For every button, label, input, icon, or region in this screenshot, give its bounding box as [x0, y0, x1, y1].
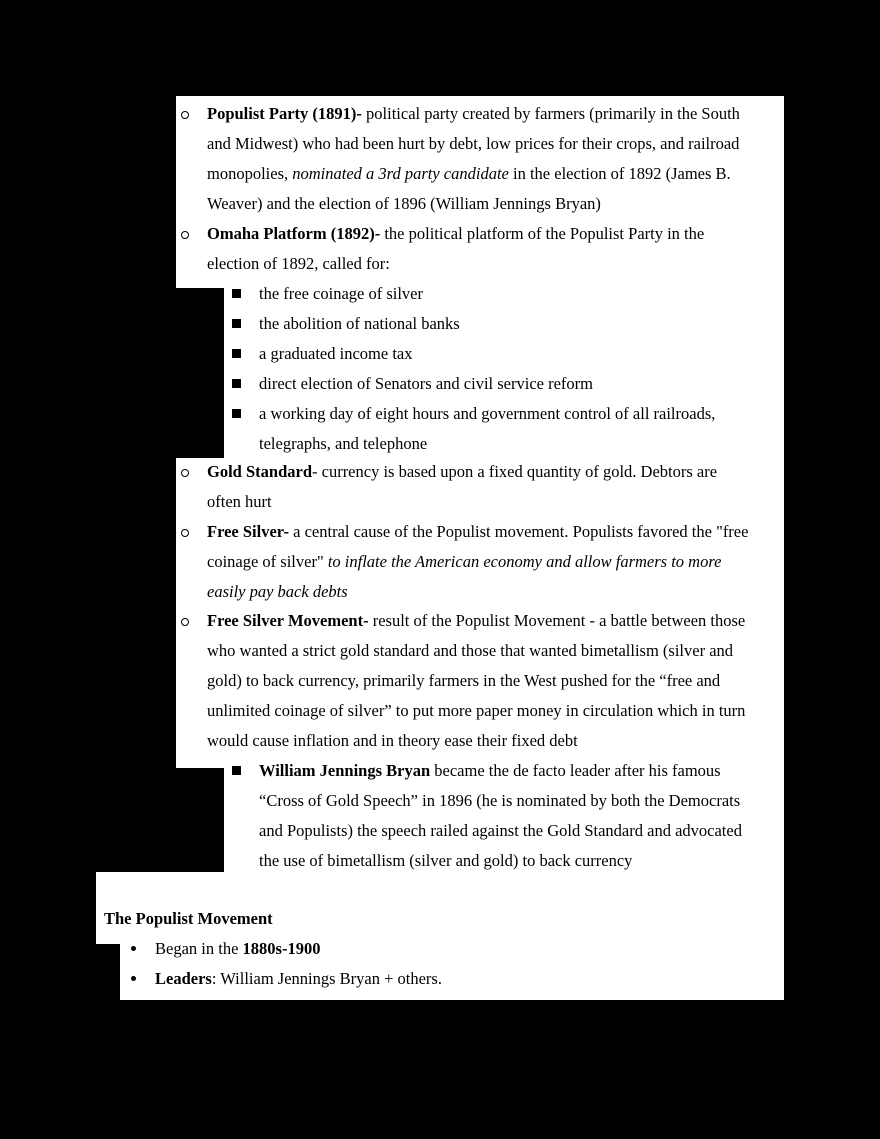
term-free-silver: Free Silver-	[207, 522, 290, 541]
square-bullet-icon	[232, 349, 241, 358]
square-bullet-icon	[232, 379, 241, 388]
term-omaha-platform: Omaha Platform (1892)-	[207, 224, 381, 243]
dot-bullet-icon	[131, 946, 136, 951]
circle-bullet-icon	[181, 618, 189, 626]
square-bullet-icon	[232, 289, 241, 298]
platform-subitem: the free coinage of silver	[259, 284, 424, 303]
square-bullet-icon	[232, 766, 241, 775]
circle-bullet-icon	[181, 469, 189, 477]
platform-subitem: a graduated income tax	[259, 344, 413, 363]
circle-bullet-icon	[181, 529, 189, 537]
platform-subitem: direct election of Senators and civil service reform	[259, 374, 593, 393]
term-gold-standard: Gold Standard	[207, 462, 312, 481]
square-bullet-icon	[232, 409, 241, 418]
section-heading: The Populist Movement	[104, 909, 273, 928]
square-bullet-icon	[232, 319, 241, 328]
italic-emphasis: to inflate the American economy and allow farmers to more	[327, 552, 722, 571]
bryan-subitem: William Jennings Bryan became the de facto leader after his famous	[259, 761, 721, 780]
circle-bullet-icon	[181, 111, 189, 119]
term-populist-party: Populist Party (1891)-	[207, 104, 362, 123]
section-bullet-began: Began in the 1880s-1900	[155, 939, 321, 958]
platform-subitem: a working day of eight hours and government control of all railroads,	[259, 404, 716, 423]
platform-subitem-continued: telegraphs, and telephone	[259, 434, 428, 453]
section-bullet-leaders: Leaders: William Jennings Bryan + others.	[155, 969, 442, 988]
platform-subitem: the abolition of national banks	[259, 314, 460, 333]
term-free-silver-movement: Free Silver Movement-	[207, 611, 369, 630]
term-william-jennings-bryan: William Jennings Bryan	[259, 761, 431, 780]
italic-emphasis: nominated a 3rd party candidate	[292, 164, 509, 183]
dot-bullet-icon	[131, 976, 136, 981]
circle-bullet-icon	[181, 231, 189, 239]
italic-emphasis: easily pay back debts	[207, 582, 348, 601]
